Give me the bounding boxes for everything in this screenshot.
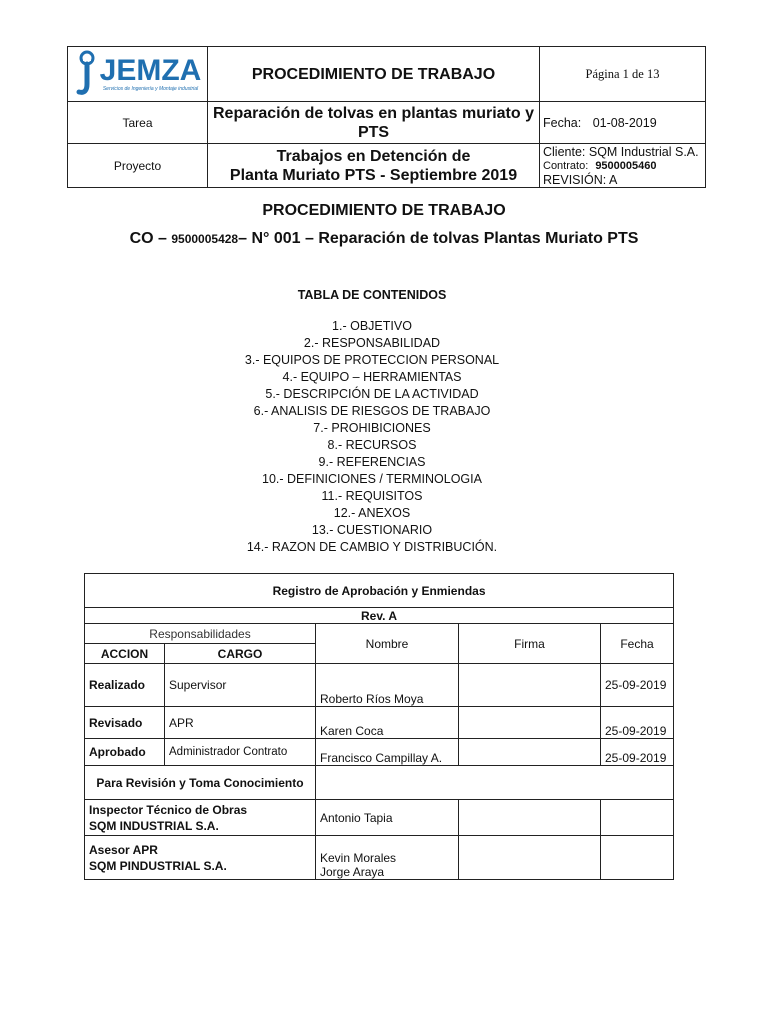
table-row: [85, 836, 674, 880]
tarea-label: Tarea: [68, 102, 208, 144]
accion-cell: Realizado: [85, 664, 165, 707]
cliente-cell: [540, 144, 706, 188]
toc-item: 2.- RESPONSABILIDAD: [303, 336, 441, 350]
fecha-cell: 25-09-2019: [601, 664, 674, 707]
toc-item: 5.- DESCRIPCIÓN DE LA ACTIVIDAD: [265, 387, 479, 401]
cargo-cell: Supervisor: [165, 664, 316, 707]
fecha-label: Fecha:: [543, 115, 582, 130]
table-row: [85, 664, 674, 707]
approval-title: Registro de Aprobación y Enmiendas: [85, 574, 674, 608]
nombre-cell: Antonio Tapia: [316, 800, 459, 836]
firma-cell: [459, 836, 601, 880]
nombre-cell: Roberto Ríos Moya: [316, 664, 459, 707]
accion-cell: Revisado: [85, 707, 165, 739]
rol-cell: [85, 836, 316, 880]
contrato-label: Contrato:: [543, 159, 589, 172]
table-row: [85, 800, 674, 836]
fecha-cell: 25-09-2019: [601, 707, 674, 739]
toc-item: 7.- PROHIBICIONES: [313, 421, 431, 435]
fecha-cell: 25-09-2019: [601, 739, 674, 766]
logo-cell: [68, 47, 208, 102]
wrench-icon: [74, 50, 100, 98]
document-header-table: [67, 46, 706, 188]
toc-item: 9.- REFERENCIAS: [318, 455, 426, 469]
toc-title: TABLA DE CONTENIDOS: [297, 288, 447, 302]
nombre-cell: Francisco Campillay A.: [316, 739, 459, 766]
toc-item: 3.- EQUIPOS DE PROTECCION PERSONAL: [244, 353, 500, 367]
toc-item: 6.- ANALISIS DE RIESGOS DE TRABAJO: [253, 404, 491, 418]
rol-line-1: Inspector Técnico de Obras: [89, 802, 248, 817]
nombre-cell: Karen Coca: [316, 707, 459, 739]
rol-line-1: Asesor APR: [89, 842, 158, 857]
tarea-value: Reparación de tolvas en plantas muriato y PTS: [208, 102, 540, 144]
contrato-line: [543, 159, 705, 173]
toc-item: 10.- DEFINICIONES / TERMINOLOGIA: [262, 472, 482, 486]
contrato-value: 9500005460: [595, 159, 657, 172]
toc-item: 1.- OBJETIVO: [332, 319, 412, 333]
cliente-text: Cliente: SQM Industrial S.A.: [543, 144, 699, 159]
toc-item: 14.- RAZON DE CAMBIO Y DISTRIBUCIÓN.: [246, 540, 498, 554]
fecha-cell: [540, 102, 706, 144]
accion-cell: Aprobado: [85, 739, 165, 766]
proyecto-line-2: Planta Muriato PTS - Septiembre 2019: [229, 166, 518, 184]
company-logo: [68, 47, 207, 101]
rol-cell: [85, 800, 316, 836]
nombre-line-2: Jorge Araya: [320, 865, 385, 879]
revision-toma-label: Para Revisión y Toma Conocimiento: [85, 766, 316, 800]
fecha-value: 01-08-2019: [592, 115, 657, 130]
cargo-cell: APR: [165, 707, 316, 739]
nombre-cell: [316, 836, 459, 880]
revision-toma-blank: [316, 766, 674, 800]
cargo-header: CARGO: [165, 644, 316, 664]
accion-header: ACCION: [85, 644, 165, 664]
logo-subtitle: Servicios de Ingeniería y Montaje industrial: [102, 85, 199, 92]
revision-text: REVISIÓN: A: [543, 172, 618, 187]
fecha-cell: [601, 836, 674, 880]
firma-header: Firma: [459, 624, 601, 664]
firma-cell: [459, 707, 601, 739]
toc-item: 4.- EQUIPO – HERRAMIENTAS: [282, 370, 462, 384]
toc-item: 13.- CUESTIONARIO: [311, 523, 433, 537]
table-row: [85, 707, 674, 739]
page-number: Página 1 de 13: [540, 47, 706, 102]
fecha-cell: [601, 800, 674, 836]
firma-cell: [459, 739, 601, 766]
main-title: PROCEDIMIENTO DE TRABAJO: [262, 202, 506, 219]
toc-item: 8.- RECURSOS: [327, 438, 417, 452]
cargo-cell: Administrador Contrato: [165, 739, 316, 766]
co-number: 9500005428: [171, 232, 239, 246]
responsabilidades-header: Responsabilidades: [85, 624, 316, 644]
firma-cell: [459, 664, 601, 707]
toc-list: [0, 318, 744, 556]
proyecto-label: Proyecto: [68, 144, 208, 188]
rev-label: Rev. A: [85, 608, 674, 624]
fecha-header: Fecha: [601, 624, 674, 664]
table-row: [85, 739, 674, 766]
proyecto-line-1: Trabajos en Detención de: [276, 147, 471, 165]
co-suffix: – N° 001 – Reparación de tolvas Plantas Muriato PTS: [238, 230, 639, 247]
approval-table: [84, 573, 674, 880]
co-prefix: CO –: [129, 230, 172, 247]
firma-cell: [459, 800, 601, 836]
nombre-header: Nombre: [316, 624, 459, 664]
doc-type: PROCEDIMIENTO DE TRABAJO: [208, 47, 540, 102]
toc-item: 12.- ANEXOS: [333, 506, 411, 520]
co-title: [0, 230, 768, 248]
toc-item: 11.- REQUISITOS: [321, 489, 423, 503]
rol-line-2: SQM INDUSTRIAL S.A.: [89, 818, 219, 833]
proyecto-value: [208, 144, 540, 188]
rol-line-2: SQM PINDUSTRIAL S.A.: [89, 858, 227, 873]
logo-text: JEMZA: [99, 53, 202, 87]
nombre-line-1: Kevin Morales: [320, 851, 397, 865]
